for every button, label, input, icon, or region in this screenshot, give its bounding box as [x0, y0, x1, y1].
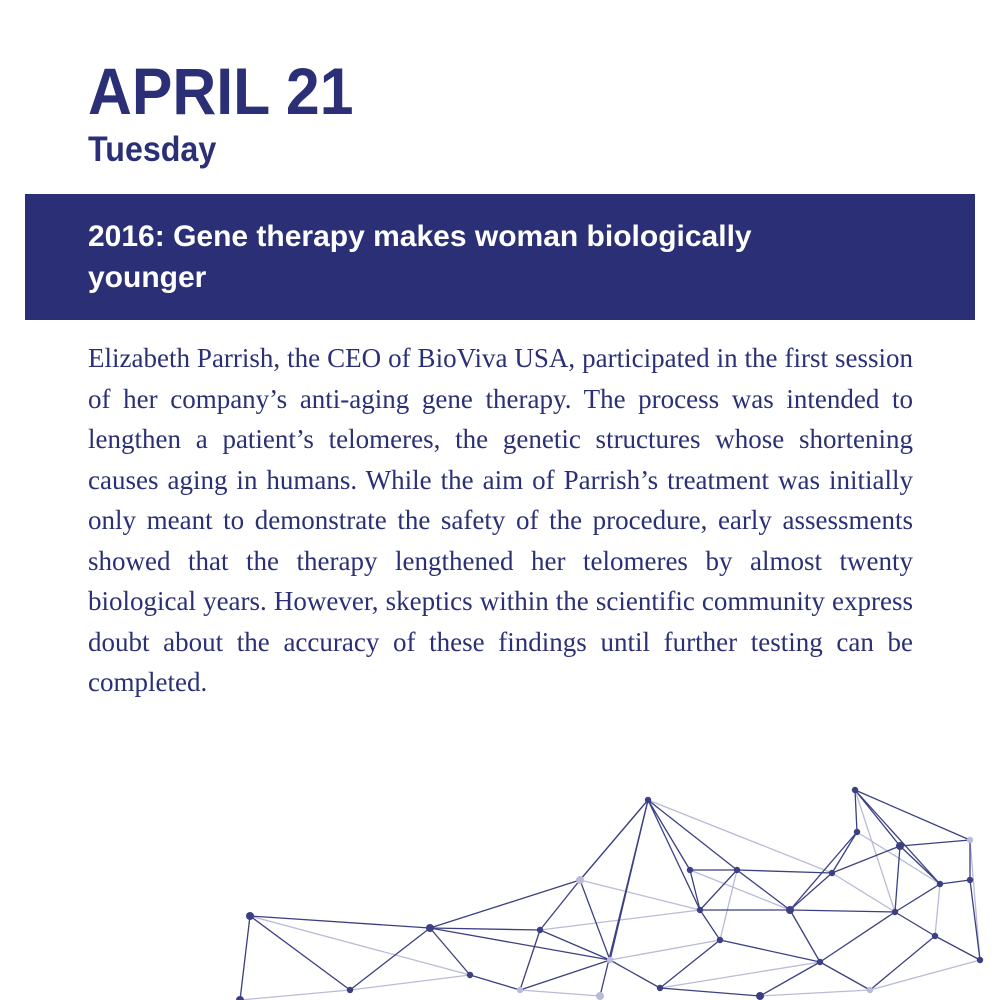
- date-title: APRIL 21: [88, 54, 354, 128]
- network-node: [607, 957, 613, 963]
- network-node: [967, 877, 973, 883]
- network-edge: [430, 880, 580, 928]
- network-node: [537, 927, 543, 933]
- network-edge: [648, 800, 700, 910]
- network-edge: [660, 940, 720, 988]
- network-node: [657, 985, 663, 991]
- network-edge-light: [350, 975, 470, 990]
- network-edge: [870, 936, 935, 990]
- network-node: [576, 876, 584, 884]
- network-edge: [430, 928, 470, 975]
- network-edge: [737, 870, 790, 910]
- date-weekday: Tuesday: [88, 130, 217, 169]
- network-edge: [690, 870, 700, 910]
- network-node: [892, 909, 898, 915]
- network-edge-light: [832, 873, 895, 912]
- network-edge: [895, 884, 940, 912]
- network-edge: [790, 910, 895, 912]
- network-edge: [940, 880, 970, 884]
- network-node: [717, 937, 723, 943]
- headline-text: 2016: Gene therapy makes woman biologically younger: [88, 220, 752, 294]
- network-edge: [470, 975, 520, 990]
- network-edge: [660, 988, 760, 996]
- network-edge: [610, 960, 660, 988]
- network-edge: [935, 936, 980, 960]
- network-edge: [700, 910, 720, 940]
- network-edge-light: [610, 940, 720, 960]
- network-edge-light: [240, 990, 350, 1000]
- network-edge: [350, 928, 430, 990]
- network-node: [236, 996, 244, 1000]
- network-edge: [790, 832, 857, 910]
- network-edge: [855, 790, 970, 840]
- network-edge: [250, 916, 350, 990]
- network-node: [347, 987, 353, 993]
- network-node: [977, 957, 983, 963]
- network-edge-light: [970, 840, 980, 960]
- network-edge: [520, 960, 610, 990]
- network-edge: [648, 800, 690, 870]
- date-header: [88, 54, 377, 169]
- network-node: [852, 787, 858, 793]
- network-node: [896, 842, 904, 850]
- network-node: [967, 837, 973, 843]
- network-node: [697, 907, 703, 913]
- network-edge: [430, 928, 540, 930]
- network-edge: [648, 800, 737, 870]
- network-edge-light: [250, 916, 470, 975]
- network-edge-light: [760, 990, 870, 996]
- network-node: [645, 797, 651, 803]
- article-body: Elizabeth Parrish, the CEO of BioViva USA, participated in the first session of her company’s anti-aging gene therapy. The process was intended to lengthen a patient’s telomeres, the genetic structures whose shortening causes aging in humans. While the aim of Parrish’s treatment was initially only meant to demonstrate the safety of the procedure, early assessments showed that the therapy lengthened her telomeres by almost twenty biological years. However, skeptics within the scientific community express doubt about the accuracy of these findings until further testing can be completed.: [88, 343, 913, 697]
- network-edge: [580, 880, 610, 960]
- network-edge: [240, 916, 250, 1000]
- network-edge: [540, 930, 610, 960]
- network-edge: [430, 928, 610, 960]
- network-edge: [250, 916, 430, 928]
- network-edge: [900, 846, 940, 884]
- network-node: [734, 867, 740, 873]
- network-node: [854, 829, 860, 835]
- network-edge: [820, 962, 870, 990]
- network-node: [756, 992, 764, 1000]
- network-edge: [600, 800, 648, 996]
- network-edge: [970, 880, 980, 960]
- network-node: [517, 987, 523, 993]
- network-edge: [790, 910, 820, 962]
- network-edge: [540, 880, 580, 930]
- network-edge-light: [870, 960, 980, 990]
- network-edge: [520, 930, 540, 990]
- network-edge: [900, 840, 970, 846]
- network-node: [829, 870, 835, 876]
- network-node: [687, 867, 693, 873]
- headline-banner: [25, 194, 975, 320]
- network-edge: [895, 912, 935, 936]
- network-edge-light: [520, 990, 600, 996]
- network-node: [937, 881, 943, 887]
- network-node: [596, 992, 604, 1000]
- network-edge: [720, 940, 820, 962]
- network-edge-light: [648, 800, 832, 873]
- molecular-network-icon: [0, 760, 1000, 1000]
- network-edge-light: [720, 870, 737, 940]
- network-node: [932, 933, 938, 939]
- network-node: [467, 972, 473, 978]
- network-node: [817, 959, 823, 965]
- network-node: [426, 924, 434, 932]
- network-node: [867, 987, 873, 993]
- network-edge: [820, 912, 895, 962]
- network-edge: [855, 790, 940, 884]
- network-edge: [832, 832, 857, 873]
- network-edge-light: [935, 884, 940, 936]
- network-edge: [790, 873, 832, 910]
- network-node: [786, 906, 794, 914]
- network-node: [246, 912, 254, 920]
- network-edge-light: [580, 880, 700, 910]
- network-edge: [737, 870, 832, 873]
